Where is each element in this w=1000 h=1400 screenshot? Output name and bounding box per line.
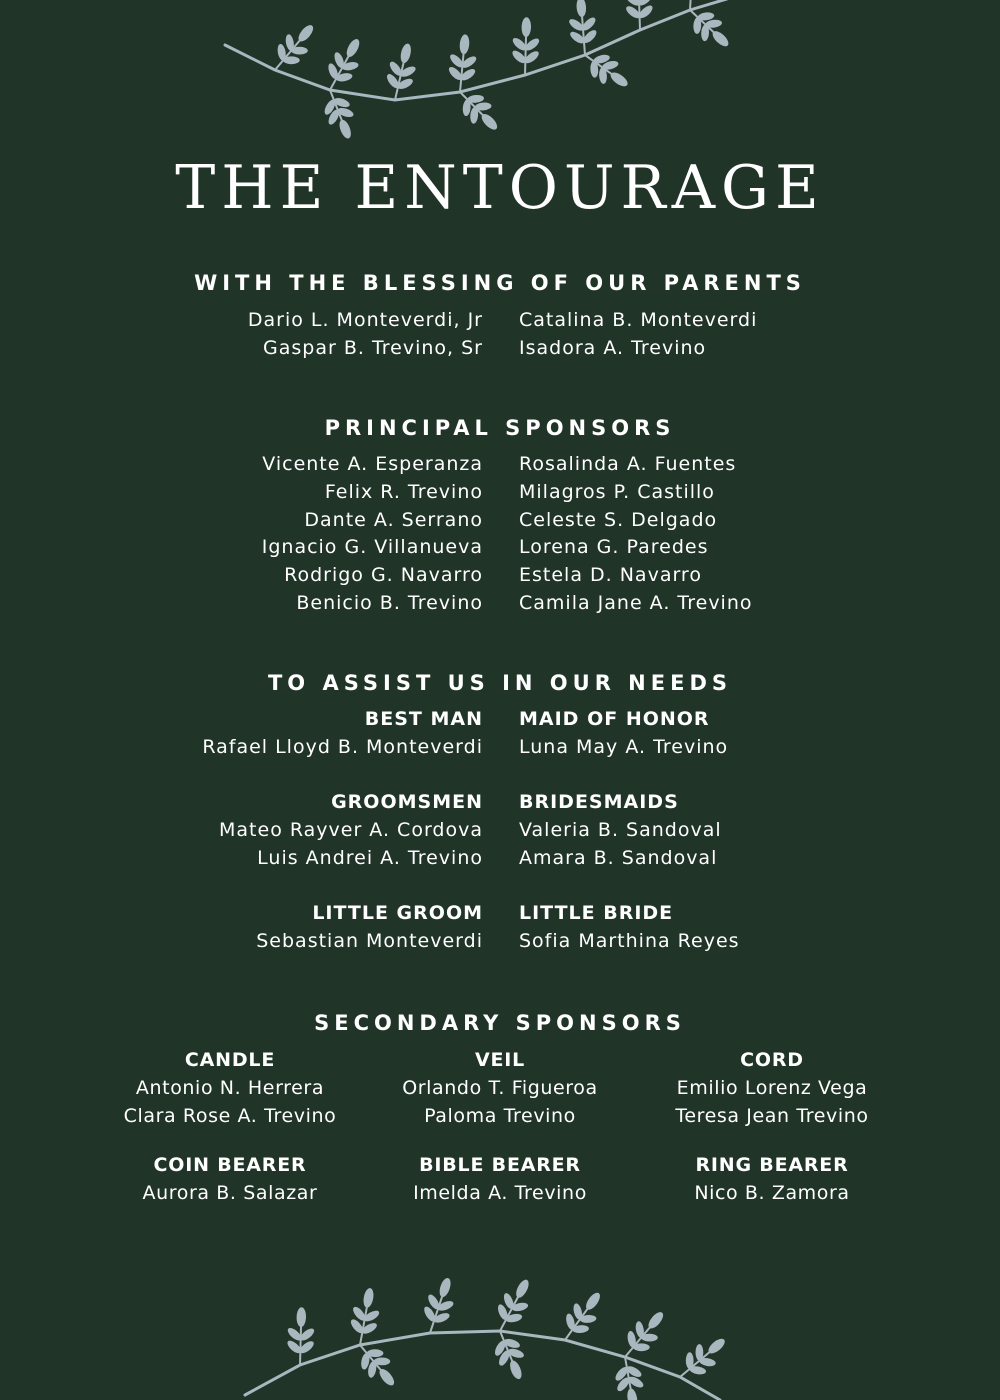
sponsor-name: Rosalinda A. Fuentes: [519, 453, 737, 475]
parents-heading: WITH THE BLESSING OF OUR PARENTS: [194, 271, 806, 295]
leaf-icon: [291, 47, 308, 55]
leaf-icon: [362, 1287, 375, 1308]
bridesmaids-block: [519, 789, 722, 872]
entourage-name: Imelda A. Trevino: [413, 1182, 587, 1204]
leaf-icon: [511, 1301, 529, 1312]
leaf-icon: [399, 43, 413, 64]
leafy-vine-icon: [0, 1245, 1000, 1400]
leaf-icon: [438, 1277, 453, 1299]
leaf-icon: [505, 1313, 523, 1324]
entourage-name: Rafael Lloyd B. Monteverdi: [202, 735, 483, 758]
sponsor-name: Antonio N. Herrera: [135, 1077, 325, 1099]
leaf-icon: [336, 106, 354, 119]
leaf-icon: [344, 37, 362, 59]
leaf-icon: [333, 96, 351, 109]
entourage-name: Valeria B. Sandoval: [519, 818, 722, 841]
little-bride-block: [519, 900, 740, 956]
leaf-icon: [695, 1344, 703, 1361]
principal-sponsors-male: [262, 451, 483, 618]
role-label: VEIL: [474, 1049, 526, 1071]
sponsor-name: Milagros P. Castillo: [519, 480, 715, 503]
groomsmen-block: [219, 789, 483, 872]
candle-block: [80, 1046, 380, 1130]
leaf-icon: [507, 1347, 525, 1360]
leaf-icon: [459, 34, 470, 55]
entourage-name: Amara B. Sandoval: [519, 846, 718, 869]
leaf-icon: [641, 1334, 658, 1342]
entourage-name: Luna May A. Trevino: [519, 735, 729, 758]
sponsor-name: Orlando T. Figueroa: [402, 1077, 598, 1099]
role-label: BIBLE BEARER: [419, 1154, 581, 1176]
assist-heading: TO ASSIST US IN OUR NEEDS: [267, 671, 732, 695]
sponsor-name: Clara Rose A. Trevino: [123, 1105, 337, 1127]
sponsor-name: Emilio Lorenz Vega: [676, 1077, 868, 1099]
leaf-icon: [514, 1278, 532, 1300]
role-label: MAID OF HONOR: [519, 708, 710, 730]
ring-bearer-block: [622, 1151, 922, 1207]
entourage-name: Mateo Rayver A. Cordova: [219, 818, 483, 841]
parents-bride-side: [519, 307, 757, 363]
principal-sponsors-heading: PRINCIPAL SPONSORS: [324, 416, 676, 440]
leaf-icon: [296, 1307, 306, 1327]
page-title: THE ENTOURAGE: [175, 153, 825, 223]
sponsor-name: Celeste S. Delgado: [519, 508, 718, 531]
role-label: RING BEARER: [695, 1154, 849, 1176]
leaf-icon: [626, 1388, 639, 1400]
role-label: BRIDESMAIDS: [519, 791, 679, 813]
leafy-vine-icon: [0, 0, 1000, 140]
vine-stem: [300, 1327, 301, 1365]
cord-block: [622, 1046, 922, 1130]
sponsor-name: Paloma Trevino: [424, 1105, 576, 1127]
leaf-icon: [583, 1290, 602, 1312]
leaf-icon: [608, 70, 630, 89]
leaf-icon: [503, 1337, 521, 1350]
leaf-icon: [686, 1352, 694, 1369]
entourage-name: Nico B. Zamora: [694, 1182, 850, 1204]
parent-name: Gaspar B. Trevino, Sr: [263, 336, 483, 359]
sponsor-name: Ignacio G. Villanueva: [261, 536, 483, 559]
role-label: LITTLE BRIDE: [519, 902, 674, 924]
parent-name: Dario L. Monteverdi, Jr: [247, 309, 483, 331]
sponsor-name: Teresa Jean Trevino: [675, 1105, 869, 1127]
leaf-icon: [633, 1343, 650, 1351]
best-man-block: [202, 706, 483, 762]
leafy-vine-icon: [245, 1277, 727, 1400]
vine-stem: [525, 37, 526, 75]
parents-groom-side: [248, 307, 483, 363]
sponsor-name: Estela D. Navarro: [519, 564, 702, 587]
parent-name: Catalina B. Monteverdi: [519, 309, 758, 331]
sponsor-name: Felix R. Trevino: [324, 480, 483, 503]
secondary-sponsors-heading: SECONDARY SPONSORS: [314, 1011, 686, 1035]
role-label: LITTLE GROOM: [312, 902, 483, 924]
entourage-name: Aurora B. Salazar: [142, 1182, 318, 1204]
leaf-icon: [433, 1311, 451, 1324]
little-groom-block: [256, 900, 483, 956]
role-label: CANDLE: [184, 1049, 276, 1071]
sponsor-name: Camila Jane A. Trevino: [519, 591, 753, 614]
leaf-icon: [337, 118, 353, 140]
maid-of-honor-block: [519, 706, 728, 762]
vine-stem: [582, 17, 585, 55]
leaf-icon: [521, 17, 531, 37]
veil-block: [350, 1046, 650, 1130]
sponsor-name: Lorena G. Paredes: [519, 536, 709, 559]
parent-name: Isadora A. Trevino: [519, 336, 707, 359]
sponsor-name: Dante A. Serrano: [304, 508, 483, 531]
role-label: COIN BEARER: [153, 1154, 307, 1176]
role-label: GROOMSMEN: [331, 791, 483, 813]
leaf-icon: [576, 0, 587, 17]
sponsor-name: Rodrigo G. Navarro: [284, 564, 483, 587]
role-label: BEST MAN: [364, 708, 483, 730]
sponsor-name: Benicio B. Trevino: [296, 591, 483, 614]
sponsor-name: Vicente A. Esperanza: [262, 453, 483, 475]
leaf-icon: [283, 56, 300, 64]
leaf-icon: [436, 1299, 454, 1312]
leafy-vine-icon: [225, 0, 740, 140]
leaf-icon: [508, 1359, 524, 1381]
bible-bearer-block: [350, 1151, 650, 1207]
entourage-name: Sofia Marthina Reyes: [519, 929, 740, 952]
entourage-name: Sebastian Monteverdi: [256, 929, 483, 952]
role-label: CORD: [740, 1049, 804, 1071]
principal-sponsors-female: [519, 451, 753, 618]
coin-bearer-block: [80, 1151, 380, 1207]
entourage-name: Luis Andrei A. Trevino: [257, 846, 483, 869]
